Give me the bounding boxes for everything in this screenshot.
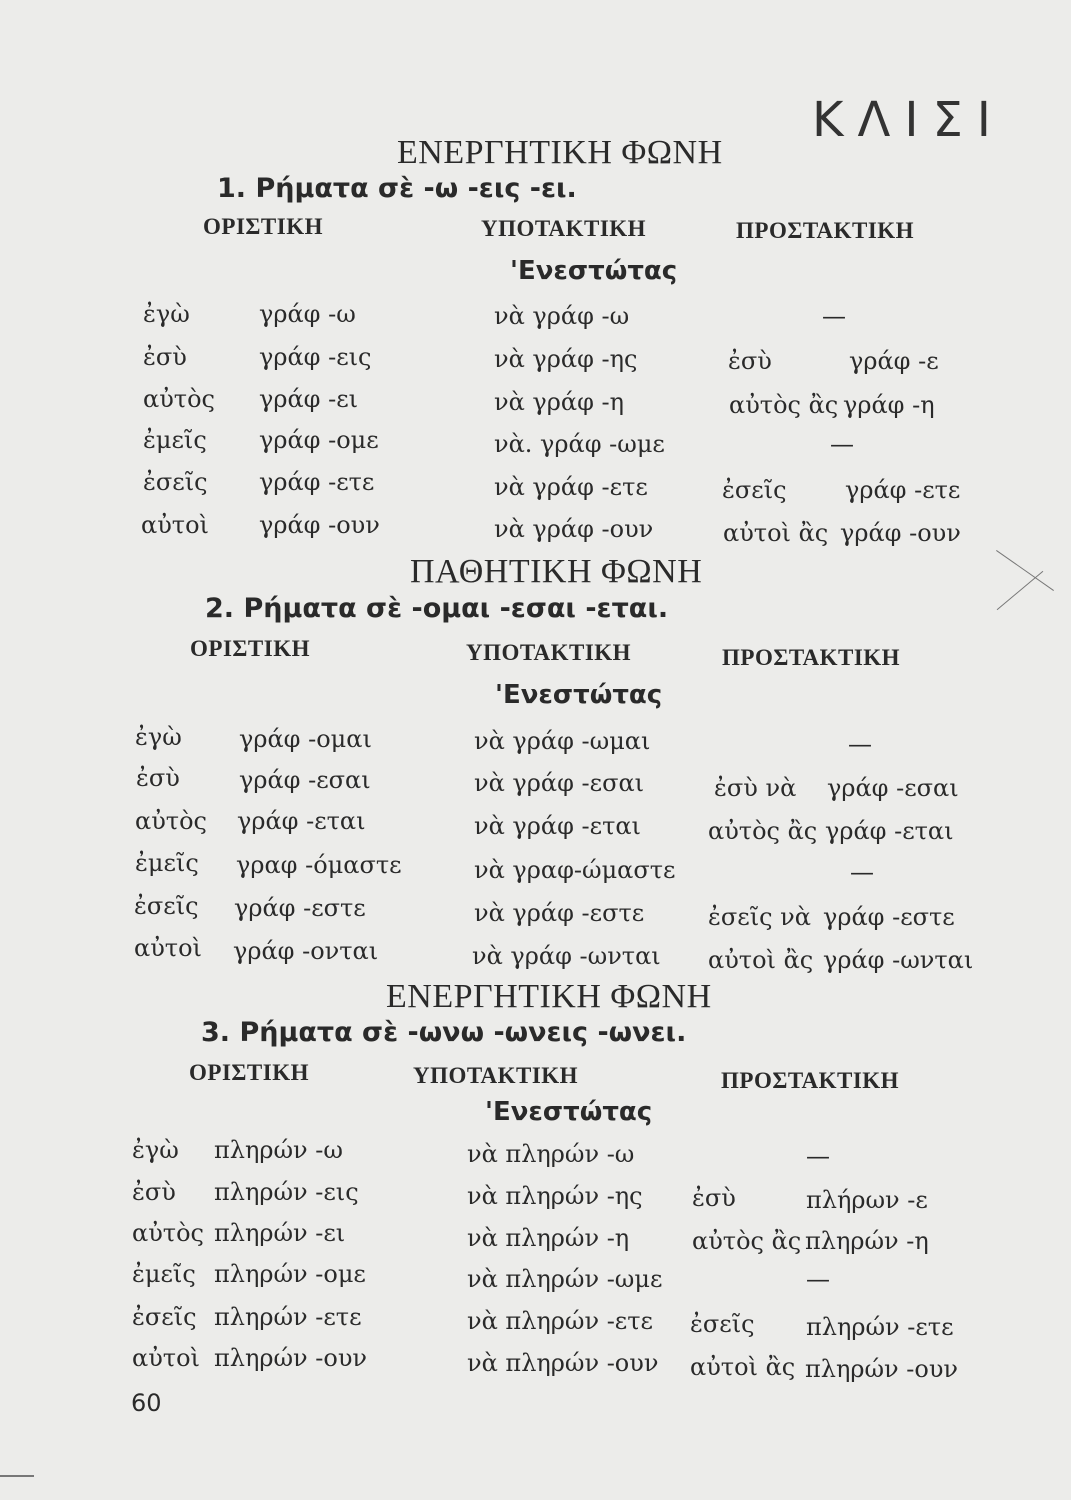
table-cell: πληρών -ομε xyxy=(214,1260,366,1288)
table-cell: αὐτοὶ xyxy=(132,1344,200,1372)
section-2-col-indicative: ΟΡΙΣΤΙΚΗ xyxy=(190,636,310,661)
pencil-mark xyxy=(0,1475,34,1477)
pencil-mark xyxy=(997,571,1044,610)
table-cell: πληρών -η xyxy=(805,1227,929,1255)
table-cell: ἐσὺ xyxy=(136,764,180,792)
table-cell: ἐσὺ xyxy=(132,1178,176,1206)
table-cell: νὰ γράφ -ωμαι xyxy=(474,727,651,755)
table-cell: γράφ -η xyxy=(843,391,935,419)
table-cell: νὰ γράφ -ωνται xyxy=(472,942,661,970)
section-2-voice-heading: ΠΑΘΗΤΙΚΗ ΦΩΝΗ xyxy=(410,553,703,590)
table-cell: πληρών -ουν xyxy=(214,1344,367,1372)
table-cell: γράφ -εσαι xyxy=(827,774,959,802)
table-cell: — xyxy=(806,1142,830,1170)
table-cell: γράφ -εις xyxy=(259,343,372,371)
section-2-tense: 'Ενεστώτας xyxy=(495,680,663,710)
table-cell: πληρών -ετε xyxy=(806,1313,954,1341)
section-1-voice-heading: ΕΝΕΡΓΗΤΙΚΗ ΦΩΝΗ xyxy=(397,134,723,171)
table-cell: νὰ πληρών -ω xyxy=(467,1140,635,1168)
table-cell: πληρών -ει xyxy=(214,1219,346,1247)
table-cell: γράφ -ω xyxy=(259,300,356,328)
stamp-label: ΚΛΙΣΙ xyxy=(812,92,1005,148)
table-cell: αὐτὸς xyxy=(143,385,215,413)
table-cell: ἐμεῖς xyxy=(135,849,199,877)
table-cell: γράφ -ομαι xyxy=(239,725,372,753)
table-cell: γράφ -εσαι xyxy=(239,766,371,794)
table-cell: πληρών -ουν xyxy=(805,1355,958,1383)
section-1-col-indicative: ΟΡΙΣΤΙΚΗ xyxy=(203,214,323,239)
table-cell: νὰ πληρών -ετε xyxy=(467,1307,653,1335)
table-cell: — xyxy=(822,302,846,330)
table-cell: νὰ γράφ -ω xyxy=(494,302,630,330)
table-cell: νὰ πληρών -ης xyxy=(467,1182,643,1210)
table-cell: ἐσὺ xyxy=(143,343,187,371)
table-cell: πληρών -ω xyxy=(214,1136,343,1164)
section-3-voice-heading: ΕΝΕΡΓΗΤΙΚΗ ΦΩΝΗ xyxy=(386,978,712,1015)
table-cell: νὰ γράφ -ουν xyxy=(494,515,654,543)
table-cell: αὐτοὶ xyxy=(141,511,209,539)
table-cell: νὰ πληρών -ωμε xyxy=(467,1265,663,1293)
table-cell: ἐγὼ xyxy=(132,1136,179,1164)
table-cell: αὐτοὶ xyxy=(134,934,202,962)
table-cell: ἐσὺ νὰ xyxy=(714,774,797,802)
section-1-tense: 'Ενεστώτας xyxy=(510,256,678,286)
table-cell: πληρών -εις xyxy=(214,1178,359,1206)
table-cell: γράφ -εται xyxy=(825,817,954,845)
table-cell: γράφ -ει xyxy=(259,385,359,413)
section-3-col-subjunctive: ΥΠΟΤΑΚΤΙΚΗ xyxy=(413,1063,579,1088)
table-cell: ἐσεῖς xyxy=(134,892,199,920)
page-number: 60 xyxy=(131,1389,162,1417)
table-cell: γραφ -όμαστε xyxy=(236,851,402,879)
section-2-title: 2. Ρήματα σὲ -ομαι -εσαι -εται. xyxy=(205,593,669,624)
table-cell: γράφ -εται xyxy=(237,807,366,835)
table-cell: αὐτοὶ ἂς xyxy=(690,1353,796,1381)
table-cell: πληρών -ετε xyxy=(214,1303,362,1331)
section-3-tense: 'Ενεστώτας xyxy=(485,1097,653,1127)
table-cell: γράφ -εστε xyxy=(823,903,955,931)
table-cell: γράφ -ετε xyxy=(259,468,375,496)
table-cell: νὰ γράφ -ης xyxy=(494,345,638,373)
table-cell: ἐσεῖς xyxy=(690,1310,755,1338)
table-cell: ἐσεῖς xyxy=(143,468,208,496)
table-cell: γράφ -ονται xyxy=(233,937,379,965)
table-cell: ἐγὼ xyxy=(135,723,182,751)
table-cell: — xyxy=(830,430,854,458)
table-cell: γράφ -ουν xyxy=(259,511,380,539)
table-cell: νὰ πληρών -η xyxy=(467,1224,630,1252)
table-cell: νὰ γράφ -εται xyxy=(474,812,641,840)
section-1-title: 1. Ρήματα σὲ -ω -εις -ει. xyxy=(217,173,577,204)
table-cell: νὰ γράφ -η xyxy=(494,388,625,416)
table-cell: νὰ γράφ -εστε xyxy=(474,899,645,927)
section-1-col-imperative: ΠΡΟΣΤΑΚΤΙΚΗ xyxy=(736,218,915,243)
table-cell: αὐτοὶ ἂς xyxy=(723,519,829,547)
table-cell: αὐτὸς ἂς xyxy=(692,1227,802,1255)
table-cell: ἐσὺ xyxy=(728,347,772,375)
table-cell: αὐτὸς xyxy=(135,807,207,835)
table-cell: γράφ -ωνται xyxy=(823,946,974,974)
table-cell: — xyxy=(850,858,874,886)
section-2-col-imperative: ΠΡΟΣΤΑΚΤΙΚΗ xyxy=(722,645,901,670)
table-cell: αὐτὸς ἂς xyxy=(708,817,818,845)
section-3-col-indicative: ΟΡΙΣΤΙΚΗ xyxy=(189,1060,309,1085)
section-1-col-subjunctive: ΥΠΟΤΑΚΤΙΚΗ xyxy=(481,216,647,241)
table-cell: γράφ -ε xyxy=(849,347,939,375)
table-cell: αὐτοὶ ἂς xyxy=(708,946,814,974)
table-cell: ἐμεῖς xyxy=(143,426,207,454)
table-cell: νὰ. γράφ -ωμε xyxy=(494,430,665,458)
table-cell: ἐσεῖς xyxy=(132,1303,197,1331)
table-cell: — xyxy=(806,1265,830,1293)
table-cell: αὐτὸς xyxy=(132,1219,204,1247)
table-cell: αὐτὸς ἂς xyxy=(729,391,839,419)
table-cell: ἐμεῖς xyxy=(132,1260,196,1288)
table-cell: γράφ -εστε xyxy=(234,894,366,922)
table-cell: νὰ πληρών -ουν xyxy=(467,1349,659,1377)
table-cell: γράφ -ομε xyxy=(259,426,379,454)
table-cell: ἐσὺ xyxy=(692,1184,736,1212)
section-3-title: 3. Ρήματα σὲ -ωνω -ωνεις -ωνει. xyxy=(201,1017,687,1048)
table-cell: — xyxy=(848,730,872,758)
table-cell: νὰ γράφ -εσαι xyxy=(474,769,645,797)
table-cell: ἐγὼ xyxy=(143,300,190,328)
table-cell: ἐσεῖς xyxy=(722,476,787,504)
section-2-col-subjunctive: ΥΠΟΤΑΚΤΙΚΗ xyxy=(466,640,632,665)
table-cell: νὰ γράφ -ετε xyxy=(494,473,648,501)
table-cell: γράφ -ετε xyxy=(845,476,961,504)
table-cell: πλήρων -ε xyxy=(806,1186,928,1214)
table-cell: νὰ γραφ-ώμαστε xyxy=(474,856,676,884)
section-3-col-imperative: ΠΡΟΣΤΑΚΤΙΚΗ xyxy=(721,1068,900,1093)
table-cell: ἐσεῖς νὰ xyxy=(708,903,811,931)
table-cell: γράφ -ουν xyxy=(840,519,961,547)
